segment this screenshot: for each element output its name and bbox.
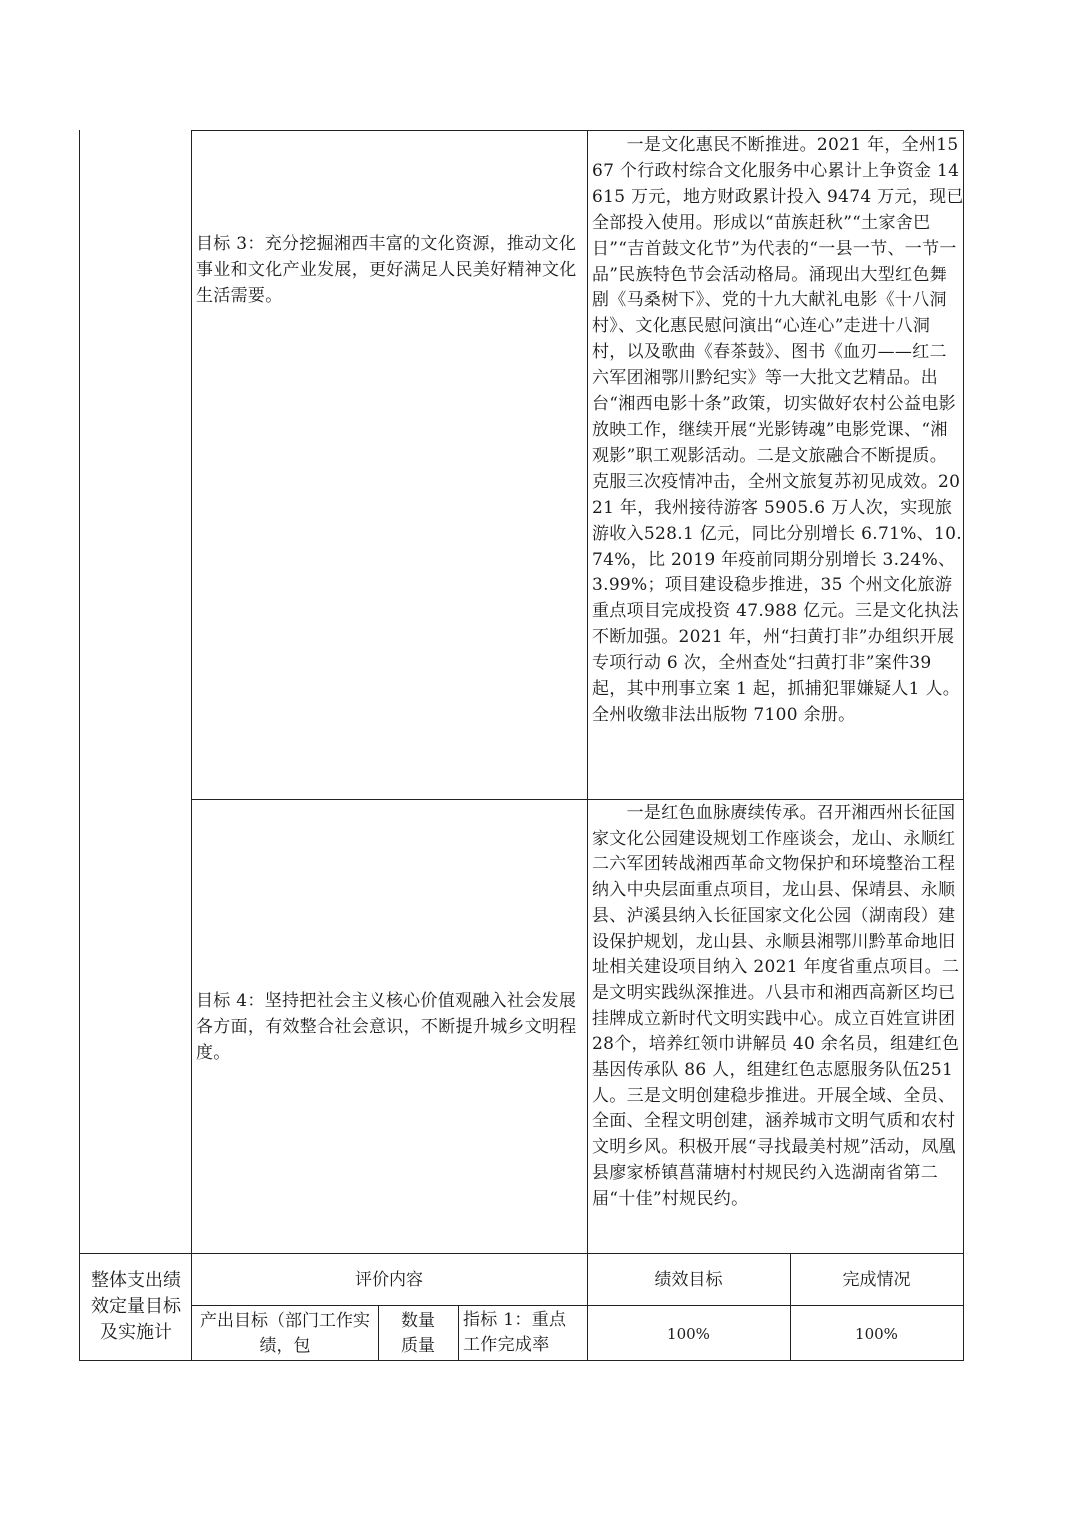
table-rule: [79, 1253, 964, 1254]
table-rule: [79, 130, 80, 1361]
target-value: 100%: [667, 1325, 710, 1343]
status-value: 100%: [855, 1325, 898, 1343]
completion-status-header: 完成情况: [842, 1270, 911, 1290]
table-rule: [458, 1305, 459, 1361]
quantity-quality-label: 数量质量: [401, 1311, 435, 1356]
goal-4-text: 目标 4：坚持把社会主义核心价值观融入社会发展各方面，有效整合社会意识，不断提升城乡文明程度。: [196, 991, 577, 1063]
performance-target-header: 绩效目标: [654, 1270, 723, 1290]
goal-3-result: 一是文化惠民不断推进。2021 年，全州1567 个行政村综合文化服务中心累计上争资金 14615 万元，地方财政累计投入 9474 万元，现已全部投入使用。形成以“苗族赶秋”“土家舍巴日”“吉首鼓文化节”为代表的“一县一节、一节一品”民族特色节会活动格局。涌现出大型红色舞剧《马桑树下》、党的十九大献礼电影《十八洞村》、文化惠民慰问演出“心连心”走进十八洞村，以及歌曲《春茶鼓》、图书《血刃——红二六军团湘鄂川黔纪实》等一大批文艺精品。出台“湘西电影十条”政策，切实做好农村公益电影放映工作，继续开展“光影铸魂”电影党课、“湘观影”职工观影活动。二是文旅融合不断提质。克服三次疫情冲击，全州文旅复苏初见成效。2021 年，我州接待游客 5905.6 万人次，实现旅游收入528.1 亿元，同比分别增长 6.71%、10.74%，比 2019 年疫前同期分别增长 3.24%、3.99%；项目建设稳步推进，35 个州文化旅游重点项目完成投资 47.988 亿元。三是文化执法不断加强。2021 年，州“扫黄打非”办组织开展专项行动 6 次，全州查处“扫黄打非”案件39 起，其中刑事立案 1 起，抓捕犯罪嫌疑人1 人。全州收缴非法出版物 7100 余册。: [592, 135, 964, 725]
table-rule: [191, 1305, 964, 1306]
table-rule: [587, 130, 588, 1361]
table-rule: [191, 799, 964, 800]
quantitative-target-label: 整体支出绩效定量目标及实施计: [91, 1270, 181, 1343]
eval-content-header: 评价内容: [355, 1270, 423, 1290]
goal-3-text: 目标 3：充分挖掘湘西丰富的文化资源，推动文化事业和文化产业发展，更好满足人民美好精神文化生活需要。: [196, 234, 577, 306]
indicator-1-label: 指标 1：重点工作完成率: [463, 1310, 567, 1355]
table-rule: [378, 1305, 379, 1361]
output-target-label: 产出目标（部门工作实绩，包: [200, 1311, 370, 1356]
goal-4-result: 一是红色血脉赓续传承。召开湘西州长征国家文化公园建设规划工作座谈会，龙山、永顺红二六军团转战湘西革命文物保护和环境整治工程纳入中央层面重点项目，龙山县、保靖县、永顺县、泸溪县纳入长征国家文化公园（湖南段）建设保护规划，龙山县、永顺县湘鄂川黔革命地旧址相关建设项目纳入 2021 年度省重点项目。二是文明实践纵深推进。八县市和湘西高新区均已挂牌成立新时代文明实践中心。成立百姓宣讲团 28个，培养红领巾讲解员 40 余名员，组建红色基因传承队 86 人，组建红色志愿服务队伍251 人。三是文明创建稳步推进。开展全域、全员、全面、全程文明创建，涵养城市文明气质和农村文明乡风。积极开展“寻找最美村规”活动，凤凰县廖家桥镇菖蒲塘村村规民约入选湖南省第二届“十佳”村规民约。: [592, 803, 962, 1209]
table-rule: [191, 130, 192, 1361]
table-rule: [191, 130, 964, 131]
